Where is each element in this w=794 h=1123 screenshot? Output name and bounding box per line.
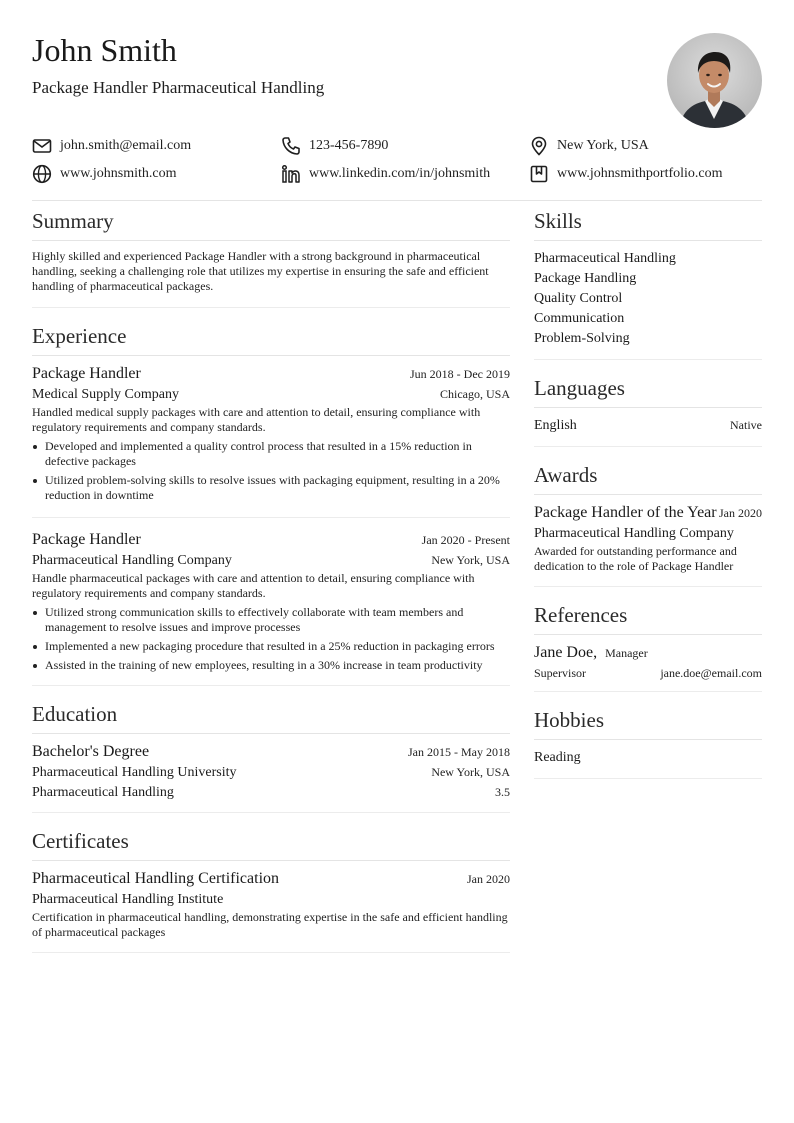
hobby-item: Reading <box>534 750 581 765</box>
job-dates: Jun 2018 - Dec 2019 <box>410 367 510 381</box>
education-section <box>32 701 510 813</box>
experience-item <box>32 518 510 685</box>
candidate-name: John Smith <box>32 32 177 68</box>
hobbies-heading: Hobbies <box>534 707 762 740</box>
bookmark-icon <box>529 164 549 184</box>
languages-heading: Languages <box>534 375 762 408</box>
avatar-photo <box>667 33 762 128</box>
contact-email-text: john.smith@email.com <box>60 138 192 153</box>
skills-section <box>534 208 762 360</box>
award-issuer: Pharmaceutical Handling Company <box>534 526 734 541</box>
job-title: Package Handler <box>32 531 141 548</box>
job-bullet: Developed and implemented a quality control process that resulted in a 15% reduction in defective packages <box>32 439 510 469</box>
job-description: Handle pharmaceutical packages with care and attention to detail, ensuring compliance with regulatory requirements and company standards. <box>32 571 475 600</box>
globe-icon <box>32 164 52 184</box>
job-bullet: Utilized strong communication skills to effectively collaborate with team members and management to resolve issues and improve processes <box>32 605 510 635</box>
skill-item: Communication <box>534 311 625 326</box>
job-bullets <box>32 439 510 503</box>
job-location: Chicago, USA <box>440 387 510 401</box>
reference-email[interactable]: jane.doe@email.com <box>660 666 762 680</box>
reference-relation: Supervisor <box>534 666 586 680</box>
certificate-description: Certification in pharmaceutical handling, demonstrating expertise in the safe and efficient handling of pharmaceutical packages <box>32 910 508 939</box>
job-dates: Jan 2020 - Present <box>421 533 510 547</box>
job-company: Medical Supply Company <box>32 387 179 402</box>
contact-phone[interactable] <box>281 135 388 157</box>
job-description: Handled medical supply packages with care and attention to detail, ensuring compliance with regulatory requirements and company standards. <box>32 405 481 434</box>
contact-list <box>32 135 762 191</box>
languages-section <box>534 375 762 447</box>
candidate-role: Package Handler Pharmaceutical Handling <box>32 78 325 97</box>
education-dates: Jan 2015 - May 2018 <box>408 745 510 759</box>
job-bullets <box>32 605 510 673</box>
contact-location <box>529 135 649 157</box>
right-column <box>534 208 762 779</box>
certificate-date: Jan 2020 <box>467 872 510 886</box>
hobbies-section <box>534 707 762 779</box>
award-name: Package Handler of the Year <box>534 504 717 521</box>
summary-heading: Summary <box>32 208 510 241</box>
certificate-issuer: Pharmaceutical Handling Institute <box>32 892 224 907</box>
award-date: Jan 2020 <box>719 506 762 520</box>
summary-section <box>32 208 510 308</box>
resume-page <box>32 0 762 1123</box>
field-of-study: Pharmaceutical Handling <box>32 785 174 800</box>
contact-linkedin[interactable] <box>281 163 490 185</box>
school-name: Pharmaceutical Handling University <box>32 765 237 780</box>
linkedin-icon <box>281 164 301 184</box>
certificate-name: Pharmaceutical Handling Certification <box>32 870 280 887</box>
job-bullet: Implemented a new packaging procedure that resulted in a 25% reduction in packaging errors <box>32 639 510 654</box>
skill-item: Quality Control <box>534 291 623 306</box>
job-title: Package Handler <box>32 365 141 382</box>
awards-section <box>534 462 762 587</box>
contact-portfolio-text: www.johnsmithportfolio.com <box>557 166 723 181</box>
degree-name: Bachelor's Degree <box>32 743 150 760</box>
awards-heading: Awards <box>534 462 762 495</box>
certificates-heading: Certificates <box>32 828 510 861</box>
reference-name: Jane Doe, <box>534 644 598 661</box>
job-company: Pharmaceutical Handling Company <box>32 553 232 568</box>
skill-item: Package Handling <box>534 271 637 286</box>
summary-text: Highly skilled and experienced Package Handler with a strong background in pharmaceutical handling, seeking a challenging role that utilizes my expertise in ensuring the safe and efficient handling of pharmaceutical packages. <box>32 249 489 293</box>
contact-website-text: www.johnsmith.com <box>60 166 177 181</box>
contact-location-text: New York, USA <box>557 138 649 153</box>
avatar <box>667 33 762 128</box>
school-location: New York, USA <box>431 765 510 779</box>
location-pin-icon <box>529 136 549 156</box>
references-heading: References <box>534 602 762 635</box>
certificates-section <box>32 828 510 953</box>
contact-phone-text: 123-456-7890 <box>309 138 389 153</box>
language-level: Native <box>730 418 762 432</box>
experience-heading: Experience <box>32 323 510 356</box>
skill-item: Problem-Solving <box>534 331 630 346</box>
contact-website[interactable] <box>32 163 177 185</box>
award-description: Awarded for outstanding performance and dedication to the role of Package Handler <box>534 544 737 573</box>
left-column <box>32 208 510 953</box>
phone-icon <box>281 136 301 156</box>
references-section <box>534 602 762 692</box>
contact-email[interactable] <box>32 135 191 157</box>
job-bullet: Assisted in the training of new employees, resulting in a 30% increase in team productivity <box>32 658 510 673</box>
experience-section <box>32 323 510 686</box>
job-location: New York, USA <box>431 553 510 567</box>
reference-role: Manager <box>605 646 648 660</box>
education-heading: Education <box>32 701 510 734</box>
gpa-value: 3.5 <box>495 785 510 799</box>
contact-linkedin-text: www.linkedin.com/in/johnsmith <box>309 166 491 181</box>
skills-heading: Skills <box>534 208 762 241</box>
header-divider <box>32 200 762 201</box>
envelope-icon <box>32 136 52 156</box>
contact-portfolio[interactable] <box>529 163 723 185</box>
skill-item: Pharmaceutical Handling <box>534 251 676 266</box>
language-name: English <box>534 418 577 433</box>
experience-item <box>32 356 510 518</box>
job-bullet: Utilized problem-solving skills to resolve issues with packaging equipment, resulting in a 20% reduction in downtime <box>32 473 510 503</box>
